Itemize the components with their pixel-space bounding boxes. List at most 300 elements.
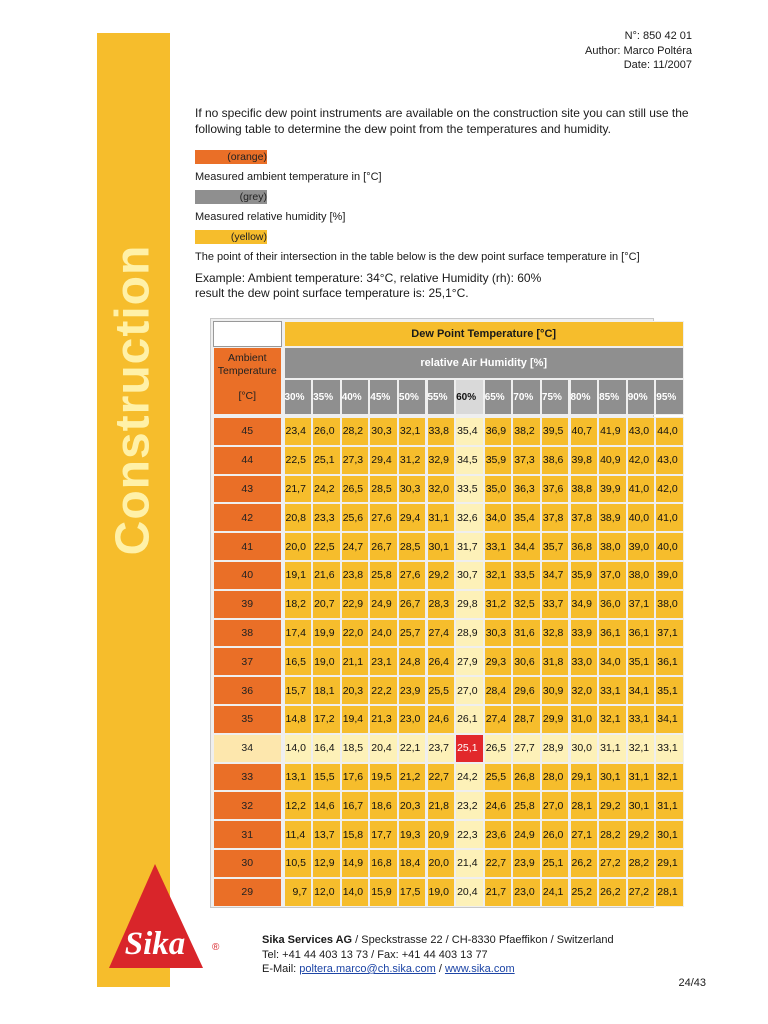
ambient-header-label: Ambient Temperature xyxy=(217,352,277,377)
dew-point-cell: 32,8 xyxy=(541,619,570,648)
dew-point-cell: 13,7 xyxy=(312,820,341,849)
dew-point-cell: 38,8 xyxy=(570,475,599,504)
footer-company-line xyxy=(262,933,614,948)
dew-point-cell: 35,4 xyxy=(512,503,541,532)
table-corner-blank xyxy=(213,321,282,347)
dew-point-cell: 12,0 xyxy=(312,878,341,907)
dew-point-cell: 14,8 xyxy=(284,705,313,734)
dew-point-cell: 35,0 xyxy=(484,475,513,504)
dew-point-cell: 36,1 xyxy=(655,647,684,676)
dew-point-cell: 39,9 xyxy=(598,475,627,504)
dew-point-cell: 34,7 xyxy=(541,561,570,590)
dew-point-cell: 18,5 xyxy=(341,734,370,763)
dew-point-cell: 28,2 xyxy=(627,849,656,878)
dew-point-cell: 27,9 xyxy=(455,647,484,676)
example-line-2: result the dew point surface temperature is: 25,1°C. xyxy=(195,286,469,300)
dew-point-cell: 19,3 xyxy=(398,820,427,849)
dew-point-cell: 27,6 xyxy=(398,561,427,590)
dew-point-cell: 23,0 xyxy=(398,705,427,734)
dew-point-cell: 26,5 xyxy=(341,475,370,504)
dew-point-cell: 37,3 xyxy=(512,446,541,475)
dew-point-cell: 21,6 xyxy=(312,561,341,590)
document-author: Author: Marco Poltéra xyxy=(585,44,692,57)
humidity-col-header: 80% xyxy=(570,379,599,415)
footer-website-link[interactable]: www.sika.com xyxy=(444,963,515,975)
dew-point-cell: 35,7 xyxy=(541,532,570,561)
dew-point-cell: 17,4 xyxy=(284,619,313,648)
humidity-col-header: 75% xyxy=(541,379,570,415)
footer xyxy=(262,933,614,977)
dew-point-cell: 24,8 xyxy=(398,647,427,676)
ambient-temp-cell: 32 xyxy=(213,791,282,820)
humidity-col-header: 85% xyxy=(598,379,627,415)
dew-point-cell: 42,0 xyxy=(627,446,656,475)
legend-orange-text: Measured ambient temperature in [°C] xyxy=(195,171,382,183)
dew-point-cell: 35,9 xyxy=(570,561,599,590)
legend-yellow-swatch: (yellow) xyxy=(195,230,267,244)
dew-point-cell: 24,0 xyxy=(369,619,398,648)
dew-point-cell: 23,4 xyxy=(284,417,313,446)
dew-point-cell: 33,1 xyxy=(627,705,656,734)
dew-point-cell: 24,9 xyxy=(512,820,541,849)
humidity-col-header: 70% xyxy=(512,379,541,415)
dew-point-cell: 25,2 xyxy=(570,878,599,907)
dew-point-cell: 26,7 xyxy=(369,532,398,561)
dew-point-cell: 31,1 xyxy=(598,734,627,763)
humidity-col-header: 40% xyxy=(341,379,370,415)
dew-point-cell: 30,1 xyxy=(427,532,456,561)
dew-point-cell: 22,7 xyxy=(427,763,456,792)
dew-point-cell: 24,1 xyxy=(541,878,570,907)
dew-point-cell: 25,5 xyxy=(427,676,456,705)
dew-point-cell: 31,0 xyxy=(570,705,599,734)
dew-point-cell: 30,7 xyxy=(455,561,484,590)
dew-point-cell: 37,0 xyxy=(598,561,627,590)
dew-point-cell: 28,5 xyxy=(398,532,427,561)
ambient-temp-cell: 37 xyxy=(213,647,282,676)
dew-point-cell: 20,4 xyxy=(455,878,484,907)
dew-point-cell: 29,1 xyxy=(655,849,684,878)
dew-point-cell: 24,6 xyxy=(427,705,456,734)
dew-point-cell: 21,3 xyxy=(369,705,398,734)
document-number: N°: 850 42 01 xyxy=(624,30,692,42)
dew-point-cell: 13,1 xyxy=(284,763,313,792)
dew-point-cell: 26,5 xyxy=(484,734,513,763)
side-title: Construction xyxy=(106,244,160,556)
dew-point-cell: 32,1 xyxy=(598,705,627,734)
dew-point-cell: 33,1 xyxy=(598,676,627,705)
dew-point-cell: 23,2 xyxy=(455,791,484,820)
dew-point-cell: 17,6 xyxy=(341,763,370,792)
dew-point-cell: 30,9 xyxy=(541,676,570,705)
intro-paragraph: If no specific dew point instruments are available on the construction site you can still use the following table to determine the dew point from the temperatures and humidity. xyxy=(195,106,689,136)
dew-point-cell: 21,2 xyxy=(398,763,427,792)
dew-point-cell: 44,0 xyxy=(655,417,684,446)
dew-point-cell: 26,8 xyxy=(512,763,541,792)
dew-point-cell: 34,4 xyxy=(512,532,541,561)
dew-point-cell: 38,9 xyxy=(598,503,627,532)
dew-point-cell: 39,0 xyxy=(627,532,656,561)
dew-point-cell: 28,5 xyxy=(369,475,398,504)
dew-point-cell: 40,0 xyxy=(627,503,656,532)
dew-point-cell: 21,4 xyxy=(455,849,484,878)
dew-point-cell: 14,9 xyxy=(341,849,370,878)
dew-point-cell: 19,9 xyxy=(312,619,341,648)
humidity-col-header: 95% xyxy=(655,379,684,415)
dew-point-cell: 28,2 xyxy=(598,820,627,849)
dew-point-cell: 19,0 xyxy=(427,878,456,907)
dew-point-cell: 30,6 xyxy=(512,647,541,676)
dew-point-cell: 14,0 xyxy=(341,878,370,907)
ambient-temp-cell: 38 xyxy=(213,619,282,648)
dew-point-cell: 19,1 xyxy=(284,561,313,590)
ambient-header-unit: [°C] xyxy=(238,390,257,402)
dew-point-cell: 23,9 xyxy=(512,849,541,878)
dew-point-cell: 31,1 xyxy=(427,503,456,532)
dew-point-cell: 24,2 xyxy=(455,763,484,792)
dew-point-cell: 25,8 xyxy=(512,791,541,820)
footer-email-link[interactable]: poltera.marco@ch.sika.com xyxy=(299,963,436,975)
dew-point-cell: 29,2 xyxy=(427,561,456,590)
dew-point-cell: 11,4 xyxy=(284,820,313,849)
dew-point-cell: 16,8 xyxy=(369,849,398,878)
dew-point-cell: 18,6 xyxy=(369,791,398,820)
dew-point-cell: 30,0 xyxy=(570,734,599,763)
dew-point-cell: 28,2 xyxy=(341,417,370,446)
ambient-temp-cell: 43 xyxy=(213,475,282,504)
ambient-temp-cell: 31 xyxy=(213,820,282,849)
sika-logo xyxy=(103,858,228,981)
dew-point-cell: 29,4 xyxy=(369,446,398,475)
ambient-temp-cell: 44 xyxy=(213,446,282,475)
dew-point-cell: 25,8 xyxy=(369,561,398,590)
dew-point-cell: 29,9 xyxy=(541,705,570,734)
dew-point-cell: 32,0 xyxy=(427,475,456,504)
dew-point-cell: 36,8 xyxy=(570,532,599,561)
dew-point-cell: 17,5 xyxy=(398,878,427,907)
dew-point-cell: 26,2 xyxy=(570,849,599,878)
dew-point-cell: 30,3 xyxy=(398,475,427,504)
dew-point-cell: 34,0 xyxy=(484,503,513,532)
ambient-temp-cell: 39 xyxy=(213,590,282,619)
dew-point-cell: 16,7 xyxy=(341,791,370,820)
legend-grey-swatch: (grey) xyxy=(195,190,267,204)
ambient-header xyxy=(213,347,282,415)
ambient-temp-cell: 29 xyxy=(213,878,282,907)
legend-grey-text: Measured relative humidity [%] xyxy=(195,211,346,223)
dew-point-cell: 20,3 xyxy=(341,676,370,705)
dew-point-cell: 15,8 xyxy=(341,820,370,849)
dew-point-cell: 31,1 xyxy=(627,763,656,792)
dew-point-cell: 32,1 xyxy=(655,763,684,792)
dew-point-cell: 34,9 xyxy=(570,590,599,619)
dew-point-cell: 20,9 xyxy=(427,820,456,849)
ambient-temp-cell: 35 xyxy=(213,705,282,734)
dew-point-cell: 17,7 xyxy=(369,820,398,849)
dew-point-cell: 40,7 xyxy=(570,417,599,446)
dew-point-cell: 27,1 xyxy=(570,820,599,849)
dew-point-cell: 19,0 xyxy=(312,647,341,676)
dew-point-cell: 38,6 xyxy=(541,446,570,475)
dew-point-cell: 22,5 xyxy=(312,532,341,561)
dew-point-cell: 33,0 xyxy=(570,647,599,676)
dew-point-cell: 37,8 xyxy=(570,503,599,532)
dew-point-cell: 25,1 xyxy=(541,849,570,878)
dew-point-cell: 23,7 xyxy=(427,734,456,763)
dew-point-cell: 37,8 xyxy=(541,503,570,532)
dew-point-cell: 25,7 xyxy=(398,619,427,648)
dew-point-cell: 39,5 xyxy=(541,417,570,446)
dew-point-cell: 29,4 xyxy=(398,503,427,532)
ambient-temp-cell: 42 xyxy=(213,503,282,532)
dew-point-cell: 32,1 xyxy=(398,417,427,446)
dew-point-cell: 23,0 xyxy=(512,878,541,907)
dew-point-cell: 31,2 xyxy=(398,446,427,475)
dew-point-cell: 24,2 xyxy=(312,475,341,504)
dew-point-cell: 25,1 xyxy=(455,734,484,763)
dew-point-cell: 33,7 xyxy=(541,590,570,619)
dew-point-cell: 20,0 xyxy=(427,849,456,878)
dew-point-cell: 26,4 xyxy=(427,647,456,676)
dew-point-cell: 28,7 xyxy=(512,705,541,734)
dew-point-cell: 30,1 xyxy=(655,820,684,849)
dew-point-cell: 15,5 xyxy=(312,763,341,792)
dew-point-cell: 25,6 xyxy=(341,503,370,532)
dew-point-cell: 28,0 xyxy=(541,763,570,792)
page-number: 24/43 xyxy=(678,977,706,989)
dew-point-cell: 33,5 xyxy=(512,561,541,590)
dew-point-cell: 26,1 xyxy=(455,705,484,734)
dew-point-cell: 18,2 xyxy=(284,590,313,619)
dew-point-cell: 33,9 xyxy=(570,619,599,648)
dew-point-cell: 32,9 xyxy=(427,446,456,475)
dew-point-cell: 41,0 xyxy=(655,503,684,532)
dew-point-cell: 27,2 xyxy=(627,878,656,907)
dew-point-cell: 26,0 xyxy=(541,820,570,849)
dew-point-cell: 14,0 xyxy=(284,734,313,763)
humidity-col-header: 35% xyxy=(312,379,341,415)
dew-point-cell: 27,3 xyxy=(341,446,370,475)
dew-point-cell: 28,9 xyxy=(541,734,570,763)
dew-point-cell: 34,1 xyxy=(627,676,656,705)
dew-point-cell: 32,6 xyxy=(455,503,484,532)
svg-text:®: ® xyxy=(212,942,220,953)
ambient-temp-cell: 34 xyxy=(213,734,282,763)
dew-point-cell: 42,0 xyxy=(655,475,684,504)
dew-point-cell: 31,7 xyxy=(455,532,484,561)
ambient-temp-cell: 41 xyxy=(213,532,282,561)
dew-point-cell: 33,1 xyxy=(484,532,513,561)
dew-point-cell: 22,9 xyxy=(341,590,370,619)
example-text xyxy=(195,271,541,301)
document-meta xyxy=(585,29,692,73)
dew-point-cell: 22,0 xyxy=(341,619,370,648)
dew-point-cell: 35,4 xyxy=(455,417,484,446)
dew-point-cell: 22,7 xyxy=(484,849,513,878)
dew-point-cell: 21,8 xyxy=(427,791,456,820)
dew-point-cell: 20,3 xyxy=(398,791,427,820)
dew-point-cell: 22,3 xyxy=(455,820,484,849)
table-title: Dew Point Temperature [°C] xyxy=(284,321,684,347)
dew-point-cell: 19,4 xyxy=(341,705,370,734)
footer-contact-line xyxy=(262,962,614,977)
dew-point-cell: 22,5 xyxy=(284,446,313,475)
footer-email-prefix: E-Mail: xyxy=(262,963,300,975)
dew-point-cell: 37,1 xyxy=(655,619,684,648)
dew-point-cell: 27,2 xyxy=(598,849,627,878)
dew-point-cell: 20,0 xyxy=(284,532,313,561)
dew-point-cell: 35,1 xyxy=(655,676,684,705)
dew-point-cell: 26,7 xyxy=(398,590,427,619)
dew-point-cell: 23,8 xyxy=(341,561,370,590)
dew-point-cell: 26,2 xyxy=(598,878,627,907)
dew-point-cell: 28,1 xyxy=(655,878,684,907)
dew-point-cell: 39,0 xyxy=(655,561,684,590)
dew-point-cell: 39,8 xyxy=(570,446,599,475)
dew-point-cell: 25,5 xyxy=(484,763,513,792)
dew-point-cell: 38,0 xyxy=(598,532,627,561)
dew-point-cell: 32,1 xyxy=(627,734,656,763)
ambient-temp-cell: 40 xyxy=(213,561,282,590)
dew-point-cell: 19,5 xyxy=(369,763,398,792)
dew-point-cell: 15,7 xyxy=(284,676,313,705)
dew-point-cell: 34,5 xyxy=(455,446,484,475)
dew-point-cell: 22,2 xyxy=(369,676,398,705)
document-date: Date: 11/2007 xyxy=(623,59,692,71)
dew-point-cell: 38,0 xyxy=(627,561,656,590)
dew-point-cell: 38,2 xyxy=(512,417,541,446)
dew-point-cell: 43,0 xyxy=(655,446,684,475)
dew-point-cell: 24,6 xyxy=(484,791,513,820)
dew-point-cell: 18,1 xyxy=(312,676,341,705)
dew-point-cell: 31,6 xyxy=(512,619,541,648)
example-line-1: Example: Ambient temperature: 34°C, relative Humidity (rh): 60% xyxy=(195,271,542,285)
sika-logo-text: Sika xyxy=(124,926,186,962)
dew-point-cell: 23,3 xyxy=(312,503,341,532)
humidity-col-header: 50% xyxy=(398,379,427,415)
footer-phone: Tel: +41 44 403 13 73 / Fax: +41 44 403 13 77 xyxy=(262,948,488,961)
dew-point-cell: 24,7 xyxy=(341,532,370,561)
legend-orange-swatch: (orange) xyxy=(195,150,267,164)
dew-point-cell: 27,6 xyxy=(369,503,398,532)
dew-point-cell: 36,3 xyxy=(512,475,541,504)
dew-point-cell: 26,0 xyxy=(312,417,341,446)
dew-point-cell: 30,1 xyxy=(627,791,656,820)
dew-point-cell: 20,8 xyxy=(284,503,313,532)
dew-point-cell: 29,6 xyxy=(512,676,541,705)
ambient-temp-cell: 36 xyxy=(213,676,282,705)
dew-point-cell: 37,1 xyxy=(627,590,656,619)
dew-point-cell: 27,4 xyxy=(427,619,456,648)
sika-logo-icon xyxy=(103,858,228,976)
dew-point-cell: 31,1 xyxy=(655,791,684,820)
dew-point-cell: 27,4 xyxy=(484,705,513,734)
dew-point-cell: 28,4 xyxy=(484,676,513,705)
dew-point-cell: 36,1 xyxy=(627,619,656,648)
dew-point-cell: 32,0 xyxy=(570,676,599,705)
dew-point-cell: 29,2 xyxy=(598,791,627,820)
dew-point-cell: 24,9 xyxy=(369,590,398,619)
footer-separator: / xyxy=(435,963,445,975)
dew-point-cell: 36,0 xyxy=(598,590,627,619)
dew-point-cell: 40,9 xyxy=(598,446,627,475)
dew-point-cell: 21,1 xyxy=(341,647,370,676)
dew-point-cell: 23,6 xyxy=(484,820,513,849)
dew-point-cell: 15,9 xyxy=(369,878,398,907)
footer-company: Sika Services AG xyxy=(262,934,353,946)
dew-point-cell: 29,2 xyxy=(627,820,656,849)
humidity-col-header: 30% xyxy=(284,379,313,415)
humidity-header: relative Air Humidity [%] xyxy=(284,347,684,379)
dew-point-cell: 41,0 xyxy=(627,475,656,504)
dew-point-cell: 35,9 xyxy=(484,446,513,475)
dew-point-cell: 22,1 xyxy=(398,734,427,763)
legend-yellow-text: The point of their intersection in the table below is the dew point surface temperature in [°C] xyxy=(195,251,640,263)
dew-point-cell: 28,1 xyxy=(570,791,599,820)
ambient-temp-cell: 30 xyxy=(213,849,282,878)
dew-point-cell: 33,1 xyxy=(655,734,684,763)
dew-point-cell: 41,9 xyxy=(598,417,627,446)
dew-point-cell: 37,6 xyxy=(541,475,570,504)
ambient-temp-cell: 45 xyxy=(213,417,282,446)
dew-point-cell: 12,9 xyxy=(312,849,341,878)
footer-address: / Speckstrasse 22 / CH-8330 Pfaeffikon / Switzerland xyxy=(352,934,614,946)
dew-point-cell: 27,7 xyxy=(512,734,541,763)
dew-point-cell: 34,1 xyxy=(655,705,684,734)
dew-point-cell: 34,0 xyxy=(598,647,627,676)
dew-point-cell: 40,0 xyxy=(655,532,684,561)
dew-point-cell: 18,4 xyxy=(398,849,427,878)
humidity-col-header: 45% xyxy=(369,379,398,415)
humidity-col-header: 60% xyxy=(455,379,484,415)
ambient-temp-cell: 33 xyxy=(213,763,282,792)
dew-point-cell: 35,1 xyxy=(627,647,656,676)
dew-point-cell: 29,1 xyxy=(570,763,599,792)
dew-point-cell: 31,2 xyxy=(484,590,513,619)
dew-point-cell: 43,0 xyxy=(627,417,656,446)
dew-point-cell: 25,1 xyxy=(312,446,341,475)
dew-point-cell: 29,8 xyxy=(455,590,484,619)
dew-point-cell: 17,2 xyxy=(312,705,341,734)
dew-point-cell: 28,9 xyxy=(455,619,484,648)
dew-point-cell: 16,5 xyxy=(284,647,313,676)
dew-point-cell: 33,8 xyxy=(427,417,456,446)
dew-point-cell: 32,1 xyxy=(484,561,513,590)
dew-point-cell: 33,5 xyxy=(455,475,484,504)
dew-point-cell: 27,0 xyxy=(455,676,484,705)
dew-point-cell: 12,2 xyxy=(284,791,313,820)
dew-point-cell: 10,5 xyxy=(284,849,313,878)
dew-point-cell: 38,0 xyxy=(655,590,684,619)
dew-point-cell: 20,4 xyxy=(369,734,398,763)
dew-point-cell: 9,7 xyxy=(284,878,313,907)
dew-point-cell: 23,9 xyxy=(398,676,427,705)
dew-point-cell: 36,1 xyxy=(598,619,627,648)
dew-point-table xyxy=(210,318,678,908)
dew-point-cell: 16,4 xyxy=(312,734,341,763)
dew-point-cell: 27,0 xyxy=(541,791,570,820)
humidity-col-header: 65% xyxy=(484,379,513,415)
dew-point-cell: 20,7 xyxy=(312,590,341,619)
dew-point-cell: 21,7 xyxy=(284,475,313,504)
humidity-col-header: 55% xyxy=(427,379,456,415)
dew-point-cell: 23,1 xyxy=(369,647,398,676)
dew-point-cell: 29,3 xyxy=(484,647,513,676)
dew-point-cell: 21,7 xyxy=(484,878,513,907)
dew-point-cell: 31,8 xyxy=(541,647,570,676)
dew-point-cell: 32,5 xyxy=(512,590,541,619)
dew-point-cell: 14,6 xyxy=(312,791,341,820)
